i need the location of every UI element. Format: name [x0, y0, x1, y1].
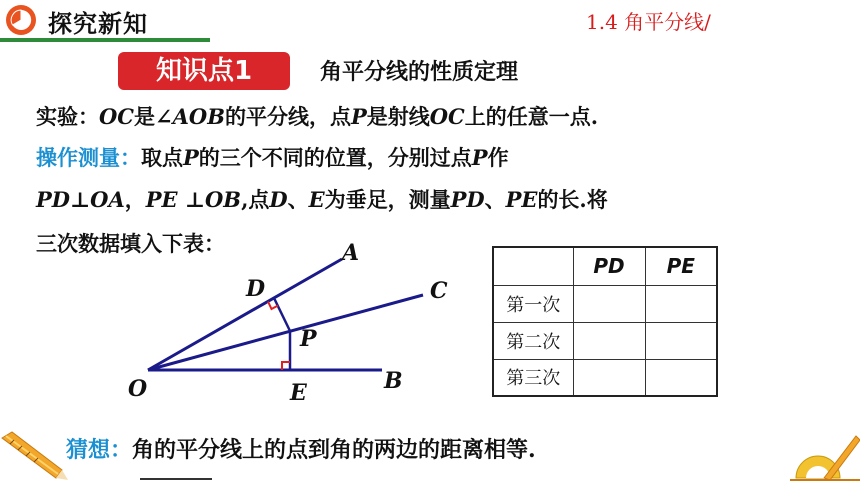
breadcrumb[interactable]: 1.4 角平分线/ [586, 10, 711, 34]
text: 的长.将 [537, 187, 608, 212]
math-pd: PD [450, 187, 485, 212]
text: ,点 [241, 187, 270, 212]
text: 上的任意一点. [464, 104, 599, 129]
table-header-row [493, 247, 717, 285]
row-label: 第二次 [493, 322, 573, 359]
math-oc: OC [99, 104, 135, 129]
pe-cell[interactable] [645, 359, 717, 396]
math-angle-aob: ∠AOB [155, 104, 225, 129]
label-b: B [384, 368, 403, 394]
table-header-cell [493, 247, 573, 285]
table-header-cell: PE [645, 247, 717, 285]
math-d: D [269, 187, 288, 212]
text: ， [124, 187, 146, 212]
label-d: D [246, 276, 266, 302]
row-label: 第三次 [493, 359, 573, 396]
table-row [493, 285, 717, 322]
angle-bisector-diagram [110, 238, 470, 412]
ray-oa [148, 259, 342, 370]
knowledge-point-badge: 知识点1 [118, 52, 290, 90]
experiment-label: 实验： [36, 104, 99, 129]
math-oc: OC [429, 104, 465, 129]
label-p: P [300, 326, 317, 352]
text: 、 [484, 187, 506, 212]
math-pd-perp-oa: PD⊥OA [36, 187, 125, 212]
title-underline [0, 38, 210, 42]
text: 取点 [141, 145, 183, 170]
text: 是射线 [366, 104, 430, 129]
segment-pd [274, 298, 290, 331]
ray-oc [148, 295, 423, 370]
text: 作 [487, 145, 509, 170]
measurement-table [492, 246, 718, 397]
knowledge-point-title: 角平分线的性质定理 [320, 60, 519, 85]
label-a: A [342, 240, 360, 266]
row-label: 第一次 [493, 285, 573, 322]
conjecture-line [66, 433, 536, 464]
math-p: P [350, 104, 367, 129]
text: 是 [134, 104, 156, 129]
section-title: 探究新知 [48, 10, 148, 38]
text: 为垂足，测量 [324, 187, 451, 212]
math-p: P [183, 145, 199, 170]
math-p: P [471, 145, 488, 170]
pd-cell[interactable] [573, 322, 645, 359]
math-pe: PE [505, 187, 538, 212]
label-o: O [128, 376, 148, 402]
operation-line-3: 三次数据填入下表： [36, 231, 225, 256]
conjecture-text: 角的平分线上的点到角的两边的距离相等. [132, 437, 536, 463]
pie-chart-icon [6, 5, 36, 35]
divider [140, 478, 212, 480]
pencil-icon [0, 430, 70, 484]
pd-cell[interactable] [573, 359, 645, 396]
pd-cell[interactable] [573, 285, 645, 322]
math-pe-perp-ob: PE ⊥OB [145, 187, 242, 212]
text: 的平分线，点 [224, 104, 351, 129]
pe-cell[interactable] [645, 322, 717, 359]
operation-label: 操作测量： [36, 145, 141, 170]
math-e: E [308, 187, 325, 212]
label-c: C [430, 278, 448, 304]
operation-line-2 [36, 184, 608, 214]
operation-line-1 [36, 142, 509, 172]
experiment-line [36, 101, 598, 131]
table-row [493, 322, 717, 359]
conjecture-label: 猜想： [66, 437, 133, 463]
text: 、 [287, 187, 309, 212]
text: 的三个不同的位置，分别过点 [198, 145, 472, 170]
pe-cell[interactable] [645, 285, 717, 322]
label-e: E [290, 380, 307, 406]
protractor-ruler-icon [790, 428, 860, 484]
table-header-cell: PD [573, 247, 645, 285]
table-row [493, 359, 717, 396]
